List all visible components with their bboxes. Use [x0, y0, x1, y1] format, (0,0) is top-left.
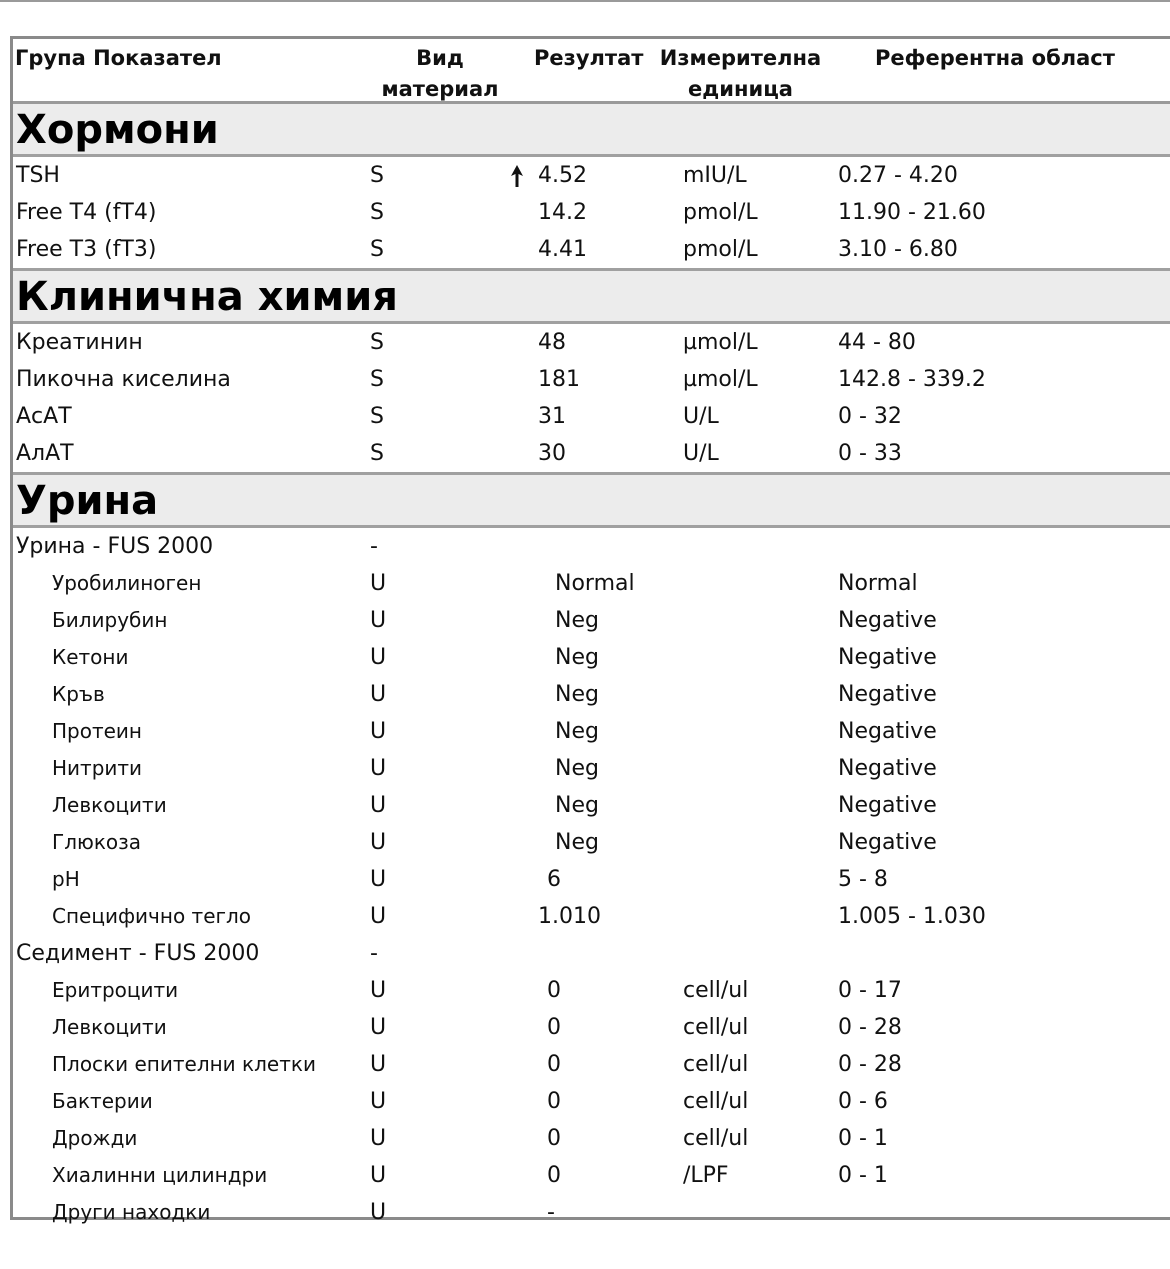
- indicator-name: TSH: [16, 163, 60, 188]
- material: U: [370, 1163, 387, 1188]
- reference-range: 44 - 80: [838, 330, 916, 355]
- material: S: [370, 200, 384, 225]
- indicator-name: Плоски епителни клетки: [52, 1052, 316, 1076]
- table-row: [13, 972, 1170, 1009]
- table-row: [13, 676, 1170, 713]
- table-row: [13, 1046, 1170, 1083]
- arrow-up-icon: [510, 165, 524, 187]
- reference-range: Negative: [838, 756, 937, 781]
- section-hormones: [13, 104, 1170, 157]
- table-row: [13, 750, 1170, 787]
- material: U: [370, 682, 387, 707]
- unit: U/L: [683, 441, 719, 466]
- unit: U/L: [683, 404, 719, 429]
- material: U: [370, 1126, 387, 1151]
- header-reference: Референтна област: [875, 46, 1115, 70]
- reference-range: 0 - 17: [838, 978, 902, 1003]
- section-clinical-chemistry: [13, 268, 1170, 324]
- result-value: 4.41: [538, 237, 587, 262]
- indicator-name: АлАТ: [16, 441, 74, 466]
- reference-range: 0 - 28: [838, 1052, 902, 1077]
- table-row: [13, 231, 1170, 268]
- header-material: Вид материал: [381, 46, 499, 101]
- reference-range: 3.10 - 6.80: [838, 237, 958, 262]
- indicator-name: Хиалинни цилиндри: [52, 1163, 268, 1187]
- unit: µmol/L: [683, 367, 758, 392]
- indicator-name: Протеин: [52, 719, 142, 743]
- reference-range: 0 - 1: [838, 1163, 888, 1188]
- table-row: [13, 1194, 1170, 1231]
- reference-range: Negative: [838, 682, 937, 707]
- table-row: [13, 1120, 1170, 1157]
- table-row: [13, 824, 1170, 861]
- indicator-name: Левкоцити: [52, 1015, 167, 1039]
- reference-range: Negative: [838, 793, 937, 818]
- group-name: Седимент - FUS 2000: [16, 941, 260, 966]
- indicator-name: Креатинин: [16, 330, 143, 355]
- reference-range: 5 - 8: [838, 867, 888, 892]
- material: -: [370, 534, 378, 559]
- material: U: [370, 645, 387, 670]
- material: U: [370, 1052, 387, 1077]
- section-title: Клинична химия: [16, 274, 398, 320]
- table-row: [13, 787, 1170, 824]
- indicator-name: Нитрити: [52, 756, 143, 780]
- indicator-name: Еритроцити: [52, 978, 179, 1002]
- result-value: 48: [538, 330, 566, 355]
- result-value: Neg: [555, 793, 599, 818]
- table-row: [13, 713, 1170, 750]
- reference-range: 0 - 33: [838, 441, 902, 466]
- reference-range: Normal: [838, 571, 918, 596]
- reference-range: 0.27 - 4.20: [838, 163, 958, 188]
- unit: mIU/L: [683, 163, 747, 188]
- table-row: [13, 639, 1170, 676]
- result-value: Neg: [555, 682, 599, 707]
- table-row: [13, 398, 1170, 435]
- indicator-name: Кръв: [52, 682, 105, 706]
- reference-range: Negative: [838, 719, 937, 744]
- table-row: [13, 861, 1170, 898]
- material: S: [370, 404, 384, 429]
- unit: cell/ul: [683, 978, 749, 1003]
- result-value: 30: [538, 441, 566, 466]
- result-value: 0: [547, 1126, 561, 1151]
- table-row: [13, 324, 1170, 361]
- indicator-name: Бактерии: [52, 1089, 153, 1113]
- section-title: Хормони: [16, 107, 219, 153]
- result-value: Neg: [555, 645, 599, 670]
- result-value: Neg: [555, 756, 599, 781]
- result-value: Neg: [555, 719, 599, 744]
- result-value: 1.010: [538, 904, 601, 929]
- indicator-name: Free T3 (fT3): [16, 237, 157, 262]
- table-row: [13, 602, 1170, 639]
- material: U: [370, 719, 387, 744]
- material: U: [370, 793, 387, 818]
- indicator-name: Кетони: [52, 645, 129, 669]
- material: S: [370, 441, 384, 466]
- table-row: [13, 565, 1170, 602]
- result-value: 0: [547, 1163, 561, 1188]
- table-row: [13, 361, 1170, 398]
- lab-results-table: [10, 36, 1170, 1225]
- unit: pmol/L: [683, 200, 758, 225]
- result-value: Neg: [555, 608, 599, 633]
- unit: cell/ul: [683, 1126, 749, 1151]
- material: S: [370, 163, 384, 188]
- material: S: [370, 237, 384, 262]
- indicator-name: Уробилиноген: [52, 571, 202, 595]
- material: U: [370, 978, 387, 1003]
- indicator-name: Пикочна киселина: [16, 367, 231, 392]
- unit: cell/ul: [683, 1015, 749, 1040]
- header-result: Резултат: [534, 46, 644, 70]
- indicator-name: Левкоцити: [52, 793, 167, 817]
- result-value: Normal: [555, 571, 635, 596]
- material: U: [370, 1015, 387, 1040]
- material: U: [370, 830, 387, 855]
- reference-range: 142.8 - 339.2: [838, 367, 986, 392]
- unit: pmol/L: [683, 237, 758, 262]
- material: U: [370, 867, 387, 892]
- reference-range: 1.005 - 1.030: [838, 904, 986, 929]
- reference-range: Negative: [838, 830, 937, 855]
- result-value: 4.52: [538, 163, 587, 188]
- section-urine: [13, 472, 1170, 528]
- header-unit: Измерителна единица: [659, 46, 822, 101]
- result-value: -: [547, 1200, 555, 1225]
- table-row: [13, 1157, 1170, 1194]
- table-row: [13, 898, 1170, 935]
- result-value: 0: [547, 1089, 561, 1114]
- result-value: 0: [547, 978, 561, 1003]
- reference-range: Negative: [838, 645, 937, 670]
- table-row: [13, 1009, 1170, 1046]
- indicator-name: Билирубин: [52, 608, 168, 632]
- unit: cell/ul: [683, 1052, 749, 1077]
- material: U: [370, 756, 387, 781]
- header-group-indicator: Група Показател: [15, 46, 222, 70]
- material: U: [370, 1089, 387, 1114]
- result-value: 31: [538, 404, 566, 429]
- indicator-name: pH: [52, 867, 80, 891]
- indicator-name: Специфично тегло: [52, 904, 252, 928]
- table-row: [13, 194, 1170, 231]
- material: U: [370, 608, 387, 633]
- result-value: 14.2: [538, 200, 587, 225]
- indicator-name: Дрожди: [52, 1126, 138, 1150]
- reference-range: 0 - 28: [838, 1015, 902, 1040]
- reference-range: 0 - 1: [838, 1126, 888, 1151]
- table-row: [13, 435, 1170, 472]
- table-row: [13, 1083, 1170, 1120]
- reference-range: 11.90 - 21.60: [838, 200, 986, 225]
- material: U: [370, 1200, 387, 1225]
- material: S: [370, 330, 384, 355]
- top-divider: [0, 0, 1170, 2]
- group-row: [13, 935, 1170, 972]
- table-header: [13, 39, 1170, 104]
- indicator-name: Free T4 (fT4): [16, 200, 157, 225]
- result-value: 0: [547, 1052, 561, 1077]
- material: S: [370, 367, 384, 392]
- indicator-name: Глюкоза: [52, 830, 142, 854]
- indicator-name: АсАТ: [16, 404, 72, 429]
- material: U: [370, 904, 387, 929]
- group-row: [13, 528, 1170, 565]
- result-value: 181: [538, 367, 580, 392]
- table-row: [13, 157, 1170, 194]
- reference-range: 0 - 32: [838, 404, 902, 429]
- reference-range: 0 - 6: [838, 1089, 888, 1114]
- reference-range: Negative: [838, 608, 937, 633]
- material: -: [370, 941, 378, 966]
- unit: /LPF: [683, 1163, 729, 1188]
- unit: cell/ul: [683, 1089, 749, 1114]
- result-value: Neg: [555, 830, 599, 855]
- result-value: 6: [547, 867, 561, 892]
- group-name: Урина - FUS 2000: [16, 534, 214, 559]
- unit: µmol/L: [683, 330, 758, 355]
- material: U: [370, 571, 387, 596]
- section-title: Урина: [16, 478, 159, 524]
- indicator-name: Други находки: [52, 1200, 211, 1224]
- result-value: 0: [547, 1015, 561, 1040]
